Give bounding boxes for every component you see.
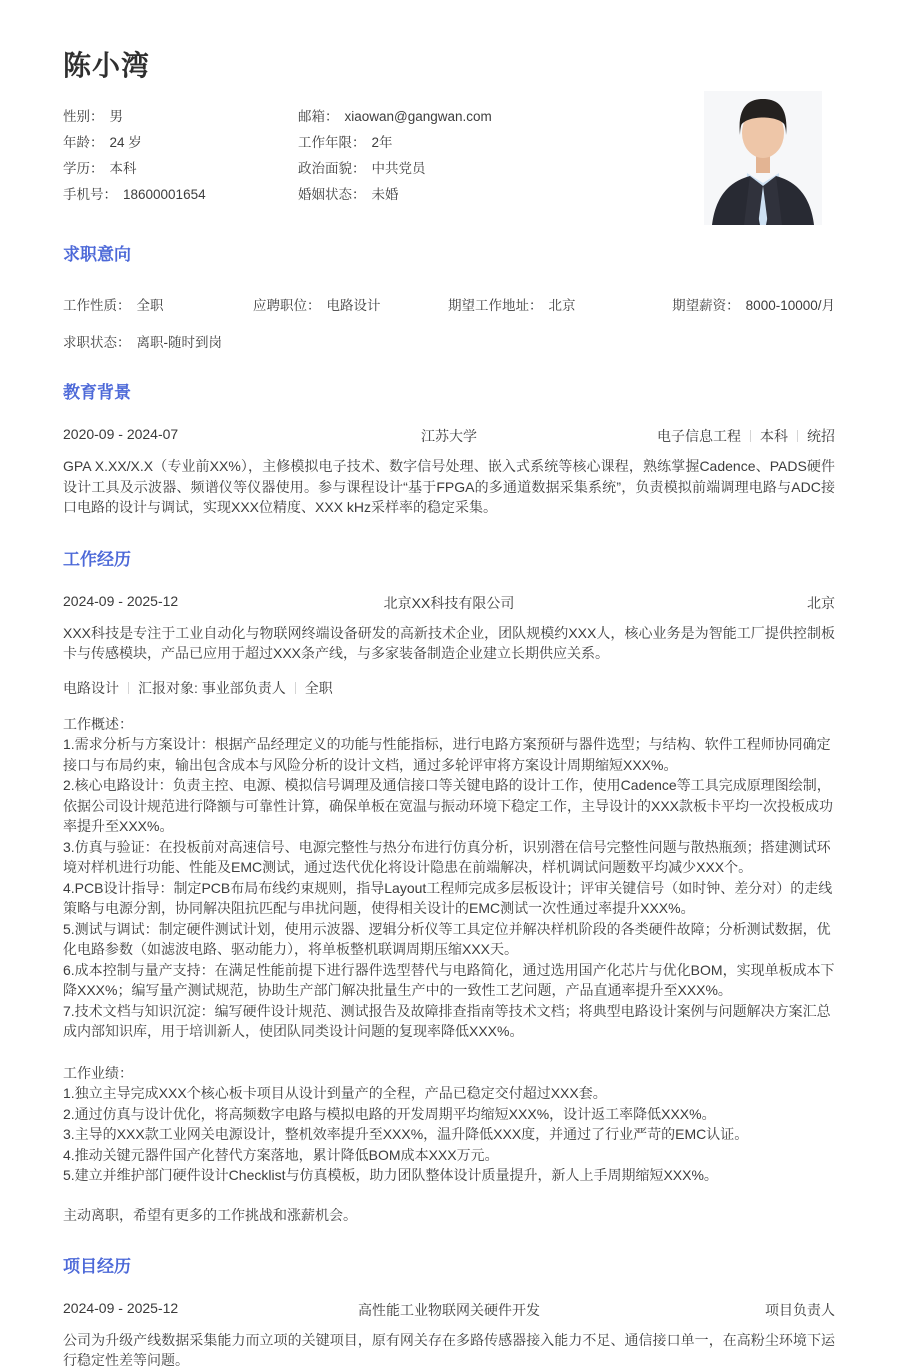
divider (750, 430, 751, 442)
work-achievement-item: 1.独立主导完成XXX个核心板卡项目从设计到量产的全程，产品已稳定交付超过XXX套。 (63, 1085, 607, 1101)
intent-salary (660, 294, 835, 314)
intent-status (63, 331, 835, 351)
intent-position (253, 294, 448, 314)
work-report-to: 汇报对象: 事业部负责人 (138, 679, 286, 696)
work-overview (63, 714, 835, 1042)
divider (797, 430, 798, 442)
field-label: 应聘职位： (253, 298, 321, 313)
info-gender (63, 104, 298, 130)
work-company: 北京XX科技有限公司 (383, 594, 515, 611)
company-intro: XXX科技是专注于工业自动化与物联网终端设备研发的高新技术企业，团队规模约XXX人，核心业务是为智能工厂提供控制板卡与传感模块，产品已应用于超过XXX条产线，与多家装备制造企业建立长期供应关系。 (63, 624, 835, 661)
work-overview-item: 1.需求分析与方案设计：根据产品经理定义的功能与性能指标，进行电路方案预研与器件选型；与结构、软件工程师协同确定接口与布局约束，输出包含成本与风险分析的设计文档，通过多轮评审将方案设计周期缩短XXX%。 (63, 736, 831, 773)
work-overview-item: 2.核心电路设计：负责主控、电源、模拟信号调理及通信接口等关键电路的设计工作，使用Cadence等工具完成原理图绘制，依据公司设计规范进行降额与可靠性计算，确保单板在宽温与振动环境下稳定工作，主导设计的XXX款板卡平均一次投板成功率提升至XXX%。 (63, 777, 834, 834)
work-overview-item: 5.测试与调试：制定硬件测试计划，使用示波器、逻辑分析仪等工具定位并解决样机阶段的各类硬件故障；分析测试数据，优化电路参数（如滤波电路、驱动能力），将单板整机联调周期压缩XXX天。 (63, 920, 831, 957)
work-role: 电路设计 (63, 679, 119, 696)
education-degree: 本科 (759, 428, 788, 444)
project-role: 项目负责人 (764, 1301, 835, 1318)
work-achievement-item: 2.通过仿真与设计优化，将高频数字电路与模拟电路的开发周期平均缩短XXX%，设计返工率降低XXX%。 (63, 1105, 716, 1122)
info-phone (63, 182, 298, 208)
project-name: 高性能工业物联网关硬件开发 (357, 1301, 540, 1318)
intent-job-type (63, 294, 253, 314)
work-achievement-item: 4.推动关键元器件国产化替代方案落地，累计降低BOM成本XXX万元。 (63, 1146, 499, 1163)
divider (128, 682, 129, 694)
info-label: 性别： (63, 109, 104, 124)
info-label: 年龄： (63, 135, 104, 150)
info-value: xiaowan@gangwan.com (344, 109, 492, 124)
info-value: 未婚 (371, 187, 399, 202)
project-period: 2024-09 - 2025-12 (63, 1299, 179, 1316)
project-entry-row (63, 1300, 835, 1320)
work-achievement-item: 5.建立并维护部门硬件设计Checklist与仿真模板，助力团队整体设计质量提升，新人上手周期缩短XXX%。 (63, 1167, 718, 1183)
field-label: 求职状态： (63, 335, 131, 350)
job-intent-row (63, 294, 835, 314)
info-label: 邮箱： (298, 109, 339, 124)
education-major: 电子信息工程 (656, 428, 741, 444)
work-job-type: 全职 (304, 679, 333, 696)
profile-photo (704, 91, 822, 225)
field-value: 8000-10000/月 (745, 298, 835, 313)
work-overview-item: 3.仿真与验证：在投板前对高速信号、电源完整性与热分布进行仿真分析，识别潜在信号完整性问题与散热瓶颈；搭建测试环境对样机进行功能、性能及EMC测试，通过迭代优化将设计隐患在前端解决，样机调试问题数平均减少XXX个。 (63, 838, 831, 875)
intent-location (448, 294, 660, 314)
field-value: 电路设计 (326, 298, 381, 313)
info-label: 工作年限： (298, 135, 366, 150)
info-value: 本科 (109, 161, 137, 176)
info-label: 政治面貌： (298, 161, 366, 176)
education-admission: 统招 (806, 428, 835, 444)
profile-photo-illustration (704, 91, 822, 225)
education-school: 江苏大学 (420, 428, 477, 444)
work-achievement-item: 3.主导的XXX款工业网关电源设计，整机效率提升至XXX%，温升降低XXX度，并通过了行业严苛的EMC认证。 (63, 1126, 749, 1142)
section-title-work: 工作经历 (63, 549, 131, 569)
info-value: 2年 (371, 135, 393, 150)
field-value: 全职 (136, 298, 164, 313)
education-meta (603, 426, 835, 446)
field-label: 工作性质： (63, 298, 131, 313)
info-value: 18600001654 (123, 187, 206, 202)
info-label: 婚姻状态： (298, 187, 366, 202)
info-degree (63, 156, 298, 182)
work-overview-item: 4.PCB设计指导：制定PCB布局布线约束规则，指导Layout工程师完成多层板设计；评审关键信号（如时钟、差分对）的走线策略与电源分割，协同解决阻抗匹配与串扰问题，使得相关设计的EMC测试一次性通过率提升XXX%。 (63, 879, 833, 916)
divider (295, 682, 296, 694)
education-period: 2020-09 - 2024-07 (63, 426, 179, 442)
work-achievement-title: 工作业绩： (63, 1064, 133, 1081)
work-entry-row (63, 593, 835, 613)
work-period: 2024-09 - 2025-12 (63, 592, 179, 609)
work-overview-item: 6.成本控制与量产支持：在满足性能前提下进行器件选型替代与电路简化，通过选用国产化芯片与优化BOM，实现单板成本下降XXX%；编写量产测试规范，协助生产部门解决批量生产中的一致性工艺问题，产品直通率提升至XXX%。 (63, 961, 835, 998)
work-role-line (63, 678, 835, 698)
info-label: 手机号： (63, 187, 117, 202)
candidate-name: 陈小湾 (63, 50, 151, 81)
field-label: 期望工作地址： (448, 298, 543, 313)
work-achievements (63, 1063, 835, 1186)
work-location: 北京 (806, 594, 835, 611)
project-description: 公司为升级产线数据采集能力而立项的关键项目，原有网关存在多路传感器接入能力不足、通信接口单一，在高粉尘环境下运行稳定性差等问题。 (63, 1331, 835, 1368)
education-description: GPA X.XX/X.X（专业前XX%），主修模拟电子技术、数字信号处理、嵌入式系统等核心课程，熟练掌握Cadence、PADS硬件设计工具及示波器、频谱仪等仪器使用。参与课程设计“基于FPGA的多通道数据采集系统”，负责模拟前端调理电路与ADC接口电路的设计与调试，实现XXX位精度、XXX kHz采样率的稳定采集。 (63, 458, 835, 515)
field-label: 期望薪资： (672, 298, 740, 313)
info-label: 学历： (63, 161, 104, 176)
work-overview-title: 工作概述： (63, 715, 133, 732)
field-value: 北京 (548, 298, 576, 313)
info-value: 男 (109, 109, 123, 124)
work-overview-item: 7.技术文档与知识沉淀：编写硬件设计规范、测试报告及故障排查指南等技术文档；将典型电路设计案例与问题解决方案汇总成内部知识库，用于培训新人，使团队同类设计问题的复现率降低XXX%。 (63, 1002, 831, 1039)
section-title-job-intent: 求职意向 (63, 245, 131, 264)
leave-reason: 主动离职，希望有更多的工作挑战和涨薪机会。 (63, 1206, 357, 1223)
field-value: 离职-随时到岗 (136, 335, 222, 350)
info-value: 中共党员 (371, 161, 426, 176)
info-age (63, 130, 298, 156)
section-title-project: 项目经历 (63, 1256, 131, 1276)
info-value: 24 岁 (109, 135, 142, 150)
section-title-education: 教育背景 (63, 383, 131, 402)
education-entry-row (63, 426, 835, 446)
resume-page (0, 44, 900, 1368)
